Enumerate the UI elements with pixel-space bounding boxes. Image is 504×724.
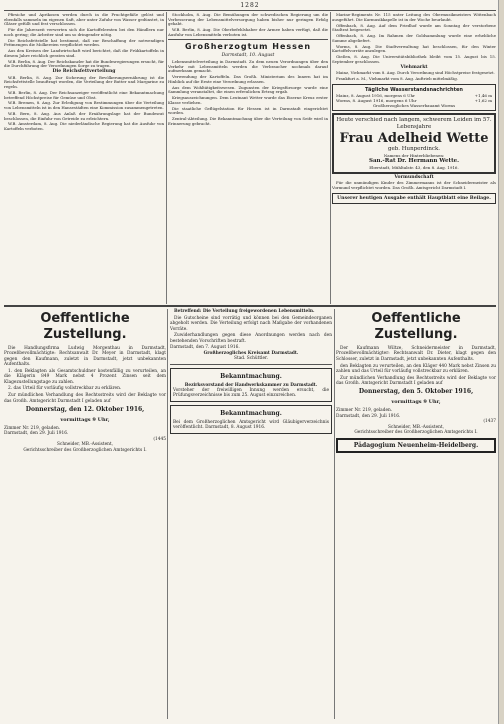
hearing-date: Donnerstag, den 5. Oktober 1916,: [358, 388, 474, 396]
public-notice-left: [4, 309, 166, 719]
col2-paragraph: W.B. Berlin, 8. Aug. Die Oberbefehlshaber der Armee haben verfügt, daß die Ausfuhr von Lebensmitteln verboten ist.: [168, 27, 328, 37]
col1-paragraph: W.B. Berlin, 8. Aug. Der Reichsanzeiger veröffentlicht eine Bekanntmachung betreffend Höchstpreise für Gemüse und Obst.: [4, 89, 164, 100]
col1-paragraph: Für die Jahreszeit verwerten sich die Kartoffelernten bei den Händlern nur noch gering; die Arbeiter sind um so dringender nötig.: [4, 27, 164, 37]
supplement-notice: Unserer heutigen Ausgabe enthält Hauptblatt eine Beilage.: [332, 193, 496, 205]
bottom-rule: [4, 305, 496, 307]
col2-paragraph: Zentral-Abteilung. Die Bekanntmachung über die Verteilung von Seife wird in Erinnerung gebracht.: [168, 116, 328, 126]
adjacent-page-edge: [498, 0, 504, 724]
column-separator: [330, 12, 331, 304]
mourner-name: San.-Rat Dr. Hermann Wette.: [368, 157, 460, 164]
column-separator: [166, 12, 167, 304]
col3-paragraph: Gießen, 8. Aug. Die Universitätsbibliothek bleibt vom 15. August bis 15. September geschlossen.: [332, 54, 496, 64]
col2-paragraph: Lebensmittelverteilung in Darmstadt. Zu dem neuen Verordnungen über den Verkehr mit Lebensmitteln werden die Verbraucher nochmals darauf aufmerksam gemacht.: [168, 59, 328, 74]
notice-court: Gerichtsschreiber des Großherzoglichen Amtsgerichts I.: [354, 430, 478, 436]
notice-paragraph: 2. das Urteil für vorläufig vollstreckbar zu erklären.: [8, 386, 122, 392]
market-line: Frankfurt a. M., Viehmarkt vom 8. Aug. Auftrieb mittelmäßig.: [336, 76, 458, 81]
notice-title: Bekanntmachung.: [220, 409, 282, 417]
notice-clerk: Schneider, MB.-Assistent,: [56, 442, 113, 448]
water-level-table: [335, 93, 493, 103]
column-1: [4, 13, 164, 303]
notice-date-place: Darmstadt, den 7. August 1916.: [170, 345, 240, 351]
water-level-title: Tägliche Wasserstandsnachrichten: [365, 86, 463, 93]
notice-paragraph: Zuwiderhandlungen gegen diese Anordnungen werden nach den bestehenden Vorschriften bestraft.: [170, 333, 332, 344]
notice-intro: Betreffend: Die Verteilung freigewordenen Lebensmitteln.: [174, 309, 315, 314]
mourners-label: Namens der Hinterbliebenen:: [383, 152, 445, 158]
water-value: +1,62 m: [474, 97, 492, 103]
col2-paragraph: Aus dem Wohltätigkeitswesen. Zugunsten der Kriegsfürsorge wurde eine Sammlung veranstaltet, die einen erfreulichen Ertrag ergab.: [168, 84, 328, 95]
section-dateline: Darmstadt, 10. August: [221, 53, 275, 59]
notice-paragraph: Die Handlungsfirma Ludwig Morgenthau in Darmstadt, Prozeßbevollmächtigte: Rechtsanwalt Dr. Meyer in Darmstadt, klagt gegen den Kaufmann, zuletzt in Darmstadt, jetzt unbekannten Aufenthalts.: [4, 346, 166, 368]
notice-text: Vorsteher der freiwilligen Innung werden ersucht, die Prüfungsverzeichnisse bis zum 25. August einzureichen.: [173, 387, 329, 399]
notice-title: Bekanntmachung.: [220, 372, 282, 380]
notice-paragraph: den Beklagten zu verurteilen, an den Kläger 440 Mark nebst Zinsen zu zahlen und das Urteil für vorläufig vollstreckbar zu erklären.: [336, 363, 496, 374]
water-note: Großherzogliches Wasserbauamt Worms: [372, 102, 456, 108]
notice-paragraph: Zur mündlichen Verhandlung des Rechtsstreits wird der Beklagte vor das Großh. Amtsgericht Darmstadt I geladen auf: [4, 393, 166, 404]
handwerk-notice: [170, 368, 332, 402]
notice-court: Gerichtsschreiber des Großherzoglichen Amtsgerichts I.: [23, 447, 147, 453]
market-title: Viehmarkt: [400, 64, 428, 70]
col3-paragraph: Marine-Regiments Nr. 115 unter Leitung des Obermusikmeisters Wittenbach ausgeführt. Die Kurmusikkapelle ist in der Woche beurlaubt.: [332, 13, 496, 22]
middle-notices: [170, 309, 332, 719]
col3-paragraph: Worms, 8. Aug. Die Stadtverwaltung hat beschlossen, für den Winter Kartoffelvorräte anzulegen.: [332, 43, 496, 54]
notice-text: Bei dem Großherzoglichen Amtsgericht wird Gläubigerverzeichnis veröffentlicht. Darmstadt, 8. August 1916.: [173, 419, 329, 431]
col2-paragraph: Stockholm, 8. Aug. Die Bemühungen der schwedischen Regierung um die Verbesserung der Lebensmittelversorgung haben bisher nur geringen Erfolg gehabt.: [168, 13, 328, 27]
hearing-time: vormittags 9 Uhr,: [391, 399, 441, 406]
section-title: Großherzogtum Hessen: [184, 42, 312, 52]
col1-heading: Die Reichsfettverteilung: [52, 69, 116, 75]
notice-paragraph: Zur mündlichen Verhandlung des Rechtsstreits wird der Beklagte vor das Großh. Amtsgericht Darmstadt I geladen auf: [336, 375, 496, 387]
notice-paragraph: Der Kaufmann Wiltze, Schneidermeister in Darmstadt, Prozeßbevollmächtigter: Rechtsanwalt Dr. Dieter, klagt gegen den Schlosser, zuletzt in Darmstadt, jetzt unbekannten Aufenthalts.: [336, 346, 496, 362]
death-place: Eberstadt, Mühltalstr. 43, den 8. Aug. 1916.: [369, 164, 459, 170]
water-place: Mainz, 8. August 1916, morgens 6 Uhr: [336, 92, 415, 98]
water-level-box: [332, 84, 496, 111]
col1-paragraph: W.B. Berlin, 8. Aug. Der Reichskanzler hat die Bundesregierungen ersucht, für die Durchführung der Verordnungen Sorge zu tragen.: [4, 58, 164, 69]
col1-paragraph: W.B. Bern, 8. Aug. Aus Anlaß der Ernährungslage hat der Bundesrat beschlossen, die Einfuhr von Getreide zu erleichtern.: [4, 110, 164, 121]
col3-paragraph: Offenbach, 8. Aug. Auf dem Friedhof wurde am Sonntag der verstorbene Stadtrat beigesetzt.: [332, 22, 496, 33]
top-rule: [4, 10, 496, 11]
hearing-room: Zimmer Nr. 219, geladen.: [336, 408, 393, 414]
notice-paragraph: 1. den Beklagten als Gesamtschuldner kostenfällig zu verurteilen, an die Klägerin 849 Mark nebst 4 Prozent Zinsen seit dem Klagezustellungstage zu zahlen.: [4, 368, 166, 385]
column-3: [332, 13, 496, 303]
hearing-room: Zimmer Nr. 219, geladen.: [4, 425, 61, 431]
col1-paragraph: Aus den Kreisen der Landwirtschaft wird berichtet, daß die Frühkartoffeln in diesem Jahre reichlich geraten sind.: [4, 48, 164, 58]
column-2: [168, 13, 328, 303]
notice-ref: (1437: [483, 419, 496, 425]
notice-title: Vormundschaft: [394, 174, 434, 180]
notice-authority: Großherzogliches Kreisamt Darmstadt.: [203, 350, 299, 356]
death-born: geb. Hunperdinck.: [387, 145, 441, 152]
col1-paragraph: W.B. Amsterdam, 8. Aug. Die niederländische Regierung hat die Ausfuhr von Kartoffeln verboten.: [4, 121, 164, 132]
water-value: +1,46 m: [474, 92, 492, 98]
notice-text: Für die unmündigen Kinder des Zimmermanns ist der Schneidermeister als Vormund verpflichtet worden. Das Großh. Amtsgericht Darmstadt I.: [332, 180, 496, 190]
water-place: Worms, 8. August 1916, morgens 6 Uhr: [336, 97, 417, 103]
col2-paragraph: Die staatliche Geflügelstation für Hessen ist in Darmstadt eingerichtet worden.: [168, 105, 328, 116]
column-separator: [334, 309, 335, 719]
col1-paragraph: W.B. Bremen, 8. Aug. Zur Erledigung von Bestimmungen über die Verteilung von Lebensmitteln ist in den Hansestädten eine Kommission zusammengetreten.: [4, 100, 164, 111]
col3-paragraph: Offenbach, 8. Aug. Im Rahmen der Goldsammlung wurde eine erhebliche Summe abgeliefert.: [332, 33, 496, 43]
col1-paragraph: Pfirsiche und Aprikosen werden durch in die Fruchtgefäße gelöst und ebenfalls sammeln im eigenen Saft, aber unter Zufuhr von Wasser gedünstet, in Gläser gefüllt und fest verschlossen.: [4, 13, 164, 27]
column-separator: [167, 309, 168, 719]
public-notice-title: Oeffentliche Zustellung.: [371, 311, 461, 342]
court-notice: [170, 405, 332, 434]
public-notice-right: [336, 309, 496, 719]
col2-paragraph: Kriegsauszeichnungen. Dem Leutnant Wetter wurde das Eiserne Kreuz erster Klasse verliehen.: [168, 95, 328, 105]
col2-paragraph: Verwendung der Kartoffeln. Das Großh. Ministerium des Innern hat im Hinblick auf die Ernte eine Verordnung erlassen.: [168, 74, 328, 84]
hearing-time: vormittags 9 Uhr,: [60, 416, 110, 423]
notice-signer: Stad. Schüttler.: [234, 356, 268, 362]
notice-ref: (1445: [153, 436, 166, 442]
hearing-date: Donnerstag, den 12. Oktober 1916,: [25, 405, 145, 413]
school-ad: Pädagogium Neuenheim-Heidelberg.: [336, 438, 496, 453]
death-notice: [332, 113, 496, 174]
notice-date-place: Darmstadt, den 29. Juli 1916.: [336, 413, 401, 419]
public-notice-title: Oeffentliche Zustellung.: [40, 311, 130, 342]
notice-head: Bezirksvorstand der Handwerkskammer zu Darmstadt.: [184, 382, 318, 388]
death-intro: Heute verschied nach langem, schwerem Leiden im 57. Lebensjahre: [336, 116, 492, 130]
divider: [168, 39, 328, 40]
col1-paragraph: W.B. Berlin, 8. Aug. Zur Sicherung der Bevölkerungsernährung ist die Reichsfettstelle beauftragt worden, die Verteilung der Butter und Margarine zu regeln.: [4, 74, 164, 90]
notice-paragraph: Die Gutscheine sind vorrätig und können bei den Gemeindeorganen abgeholt werden. Die Verteilung erfolgt nach Maßgabe der vorhandenen Vorräte.: [170, 315, 332, 332]
col1-paragraph: Die Reichsfettstelle hat bestimmt, daß zur Beschaffung der notwendigen Fettmengen die Molkereien verpflichtet werden.: [4, 37, 164, 48]
notice-date-place: Darmstadt, den 29. Juli 1916.: [4, 431, 69, 437]
death-name: Frau Adelheid Wette: [339, 130, 489, 146]
page-number: 1282: [240, 2, 260, 9]
divider: [170, 364, 332, 365]
market-line: Mainz, Viehmarkt vom 8. Aug. Durch Verordnung sind Höchstpreise festgesetzt.: [336, 70, 495, 76]
notice-clerk: Schneider, MB.-Assistent,: [387, 424, 444, 430]
